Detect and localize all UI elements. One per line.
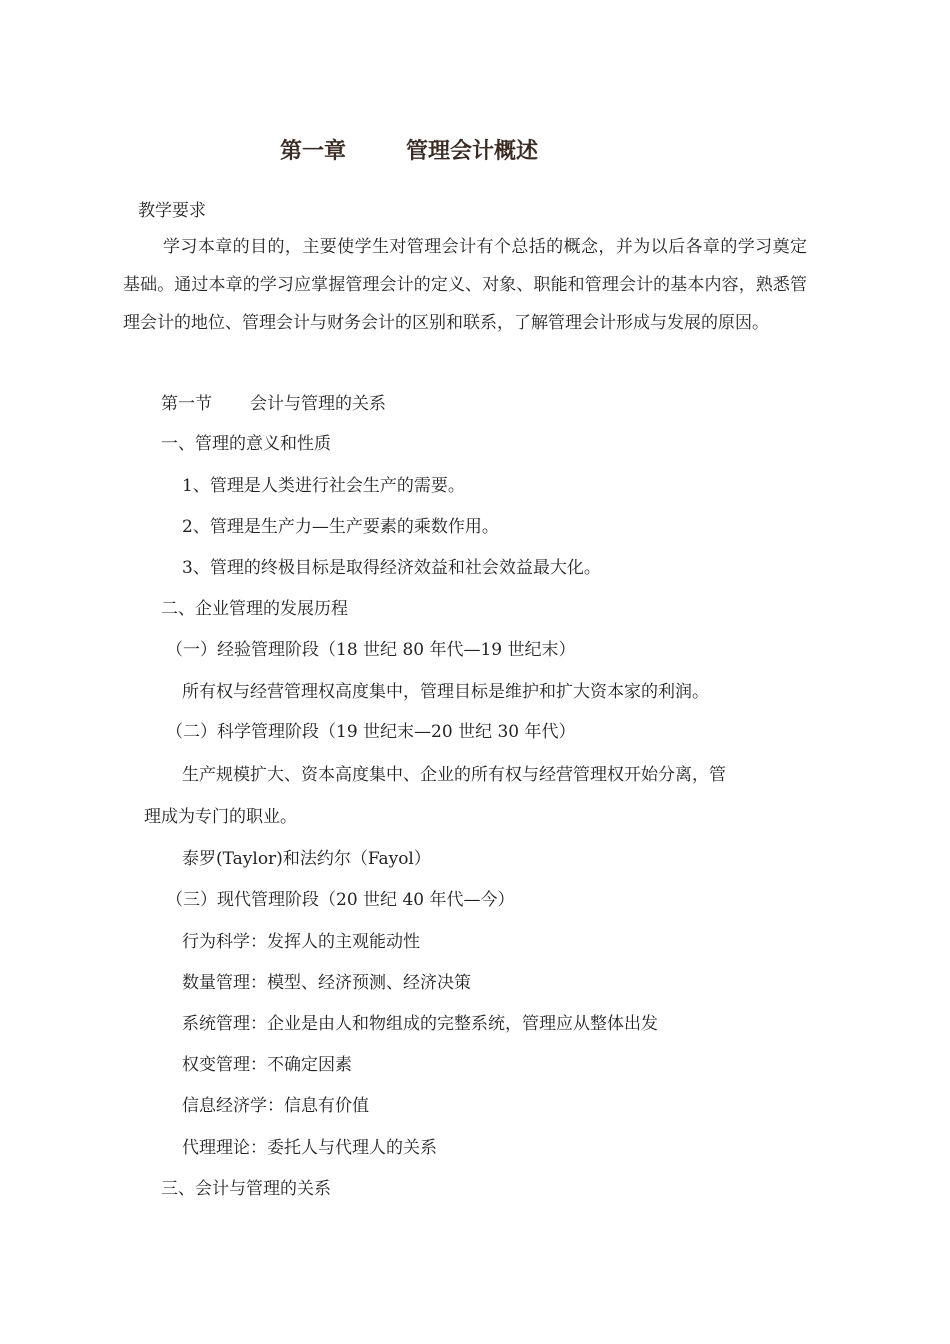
chapter-name: 管理会计概述 [406,139,539,164]
stage3-item-1: 行为科学：发挥人的主观能动性 [182,932,420,952]
part1-item-3: 3、管理的终极目标是取得经济效益和社会效益最大化。 [182,558,601,578]
chapter-number: 第一章 [280,139,347,164]
stage2-text-line2: 理成为专门的职业。 [144,807,297,827]
stage2-heading: （二）科学管理阶段（19 世纪末—20 世纪 30 年代） [166,722,576,742]
teaching-requirements-body: 学习本章的目的，主要使学生对管理会计有个总括的概念，并为以后各章的学习奠定基础。通过本章的学习应掌握管理会计的定义、对象、职能和管理会计的基本内容，熟悉管理会计的地位、管理会计与财务会计的区别和联系，了解管理会计形成与发展的原因。 [123,237,807,333]
stage1-text: 所有权与经营管理权高度集中，管理目标是维护和扩大资本家的利润。 [182,682,709,702]
part1-heading: 一、管理的意义和性质 [161,434,331,454]
section-number: 第一节 [161,394,212,414]
stage3-item-4: 权变管理：不确定因素 [182,1055,352,1075]
stage3-item-2: 数量管理：模型、经济预测、经济决策 [182,973,471,993]
stage3-item-3: 系统管理：企业是由人和物组成的完整系统，管理应从整体出发 [182,1014,658,1034]
stage3-item-5: 信息经济学：信息有价值 [182,1096,369,1116]
part1-item-1: 1、管理是人类进行社会生产的需要。 [182,476,465,496]
stage3-heading: （三）现代管理阶段（20 世纪 40 年代—今） [166,890,515,910]
stage1-heading: （一）经验管理阶段（18 世纪 80 年代—19 世纪末） [166,640,576,660]
stage2-text-line1: 生产规模扩大、资本高度集中、企业的所有权与经营管理权开始分离，管 [182,765,726,785]
part1-item-2: 2、管理是生产力—生产要素的乘数作用。 [182,517,499,537]
part3-heading: 三、会计与管理的关系 [161,1179,331,1199]
chapter-title [280,134,538,165]
teaching-requirements-heading: 教学要求 [138,201,206,221]
part2-heading: 二、企业管理的发展历程 [161,599,348,619]
stage2-people: 泰罗(Taylor)和法约尔（Fayol） [182,849,431,869]
stage3-item-6: 代理理论：委托人与代理人的关系 [182,1138,437,1158]
section-title: 会计与管理的关系 [250,394,386,414]
section-heading [161,393,386,415]
